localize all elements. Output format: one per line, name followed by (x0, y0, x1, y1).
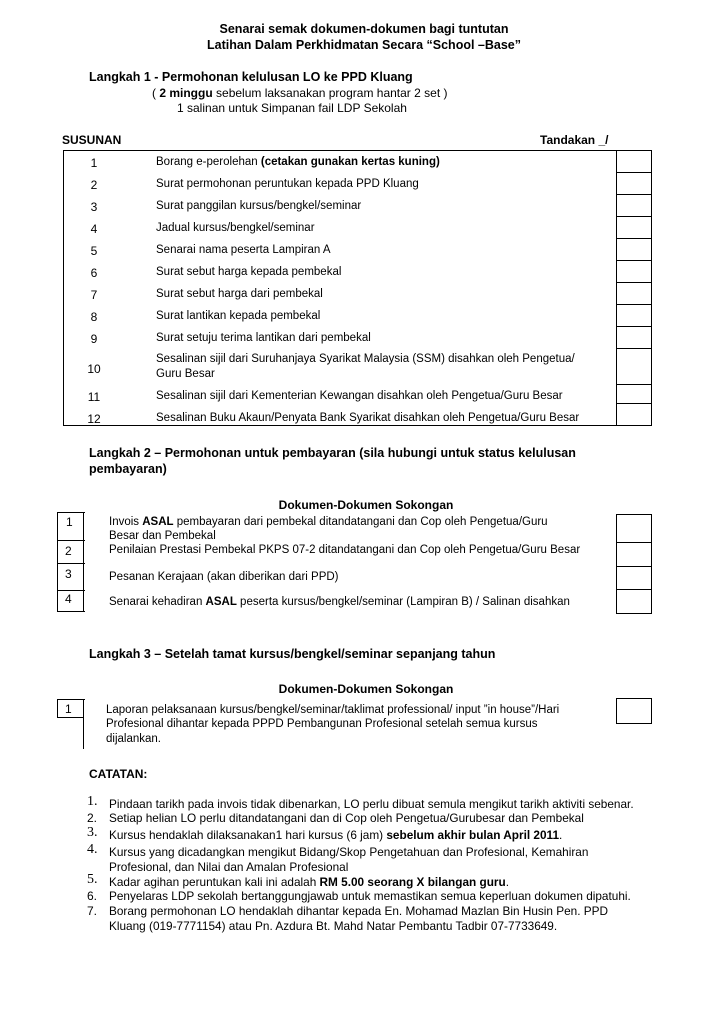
row-number: 9 (90, 332, 98, 346)
item1-bold: (cetakan gunakan kertas kuning) (260, 156, 440, 168)
tick-box[interactable] (616, 698, 652, 724)
tick-box[interactable] (616, 150, 652, 173)
t3-divider (83, 699, 84, 749)
n5-bold: RM 5.00 seorang X bilangan guru (319, 875, 506, 889)
tick-box[interactable] (616, 542, 652, 567)
row-number: 8 (90, 310, 98, 324)
note-text: Kluang (019-7771154) atau Pn. Azdura Bt. Mahd Natar Pembantu Tadbir 07-7733649. (109, 919, 558, 933)
tick-box[interactable] (616, 384, 652, 404)
row-number: 2 (65, 544, 72, 558)
langkah1-sub2: 1 salinan untuk Simpanan fail LDP Sekolah (177, 101, 407, 115)
row-text (109, 596, 570, 608)
row-number: 1 (66, 515, 73, 529)
row-number: 4 (65, 592, 72, 606)
row-number: 3 (90, 200, 98, 214)
note-number: 5. (87, 872, 98, 887)
note-text: Pindaan tarikh pada invois tidak dibenarkan, LO perlu dibuat semula mengikut tarikh aktiviti sebenar. (109, 797, 634, 811)
t3-rule (57, 717, 84, 718)
row-number: 1 (65, 702, 72, 716)
tick-box[interactable] (616, 260, 652, 283)
note-number: 1. (87, 794, 98, 809)
sub1-bold: 2 minggu (159, 86, 213, 100)
tick-box[interactable] (616, 172, 652, 195)
row-text: Sesalinan sijil dari Suruhanjaya Syarikat Malaysia (SSM) disahkan oleh Pengetua/ (156, 353, 575, 365)
susunan-label: SUSUNAN (62, 133, 122, 147)
t2-rule (57, 590, 85, 591)
tick-box[interactable] (616, 304, 652, 327)
note-text (109, 828, 562, 842)
langkah2-subheading: Dokumen-Dokumen Sokongan (278, 498, 454, 512)
note-number: 6. (87, 889, 98, 903)
t2-left-border (57, 512, 58, 612)
note-number: 7. (87, 904, 98, 918)
row-number: 12 (87, 412, 101, 426)
r1-bold: ASAL (142, 516, 174, 528)
n3-a: Kursus hendaklah dilaksanakan1 hari kursus (6 jam) (109, 828, 387, 842)
row-number: 11 (87, 390, 101, 404)
catatan-heading: CATATAN: (89, 767, 148, 781)
row-number: 3 (65, 567, 72, 581)
note-text: Penyelaras LDP sekolah bertanggungjawab untuk memastikan semua keperluan dokumen dipatuhi. (109, 889, 631, 903)
langkah3-heading: Langkah 3 – Setelah tamat kursus/bengkel/seminar sepanjang tahun (89, 647, 496, 661)
note-text: Kursus yang dicadangkan mengikut Bidang/Skop Pengetahuan dan Profesional, Kemahiran (109, 845, 589, 859)
note-text (109, 875, 509, 889)
t3-rule (57, 699, 85, 700)
row-number: 4 (90, 222, 98, 236)
langkah3-subheading: Dokumen-Dokumen Sokongan (278, 682, 454, 696)
doc-title-line1: Senarai semak dokumen-dokumen bagi tuntutan (219, 22, 509, 36)
row-number: 2 (90, 178, 98, 192)
row-text: Penilaian Prestasi Pembekal PKPS 07-2 ditandatangani dan Cop oleh Pengetua/Guru Besar (109, 544, 581, 556)
row-text: Surat sebut harga kepada pembekal (156, 266, 342, 278)
sub1-open: ( (152, 86, 160, 100)
t2-rule (57, 563, 85, 564)
t3-left-border (57, 699, 58, 718)
t2-divider (83, 512, 84, 612)
row-text: Surat lantikan kepada pembekal (156, 310, 321, 322)
note-number: 4. (87, 842, 98, 857)
tick-box[interactable] (616, 403, 652, 426)
row-text: Jadual kursus/bengkel/seminar (156, 222, 315, 234)
t2-rule (57, 512, 85, 513)
t1-rule (63, 150, 652, 151)
row-text: Pesanan Kerajaan (akan diberikan dari PPD) (109, 571, 339, 583)
tandakan-label: Tandakan _/ (540, 133, 609, 147)
r4-b: peserta kursus/bengkel/seminar (Lampiran B) / Salinan disahkan (236, 596, 570, 608)
row-text: Besar dan Pembekal (109, 530, 216, 542)
tick-box[interactable] (616, 216, 652, 239)
tick-box[interactable] (616, 348, 652, 385)
row-text: Surat setuju terima lantikan dari pembekal (156, 332, 371, 344)
t1-rule (63, 425, 652, 426)
row-text: Guru Besar (156, 368, 215, 380)
tick-box[interactable] (616, 326, 652, 349)
r1-a: Invois (109, 516, 143, 528)
item1-text: Borang e-perolehan (156, 156, 261, 168)
row-text: Surat panggilan kursus/bengkel/seminar (156, 200, 362, 212)
tick-box[interactable] (616, 194, 652, 217)
r4-bold: ASAL (205, 596, 237, 608)
row-number: 7 (90, 288, 98, 302)
row-text: Surat permohonan peruntukan kepada PPD Kluang (156, 178, 419, 190)
doc-title-line2: Latihan Dalam Perkhidmatan Secara “School –Base” (206, 38, 521, 52)
note-text: Profesional, dan Nilai dan Amalan Profesional (109, 860, 349, 874)
row-text: Senarai nama peserta Lampiran A (156, 244, 331, 256)
note-number: 2. (87, 811, 98, 825)
row-text: Surat sebut harga dari pembekal (156, 288, 323, 300)
row-text (156, 156, 440, 168)
tick-box[interactable] (616, 282, 652, 305)
row-text: Laporan pelaksanaan kursus/bengkel/seminar/taklimat professional/ input ”in house”/Hari (106, 704, 560, 716)
row-text: Sesalinan sijil dari Kementerian Kewangan disahkan oleh Pengetua/Guru Besar (156, 390, 563, 402)
row-text: Profesional dihantar kepada PPPD Pembangunan Profesional setelah semua kursus (106, 718, 538, 730)
row-number: 1 (90, 156, 98, 170)
r1-b: pembayaran dari pembekal ditandatangani dan Cop oleh Pengetua/Guru (173, 516, 548, 528)
langkah1-heading: Langkah 1 - Permohonan kelulusan LO ke PPD Kluang (89, 70, 413, 84)
n5-b: . (505, 875, 509, 889)
note-number: 3. (87, 825, 98, 840)
row-number: 10 (87, 362, 101, 376)
row-text: dijalankan. (106, 733, 161, 745)
t2-rule (57, 611, 85, 612)
tick-box[interactable] (616, 514, 652, 543)
row-number: 6 (90, 266, 98, 280)
n3-bold: sebelum akhir bulan April 2011 (386, 828, 560, 842)
langkah2-heading-line1: Langkah 2 – Permohonan untuk pembayaran (sila hubungi untuk status kelulusan (89, 446, 576, 460)
sub1-rest: sebelum laksanakan program hantar 2 set ) (212, 86, 448, 100)
tick-box[interactable] (616, 589, 652, 614)
langkah2-heading-line2: pembayaran) (89, 462, 167, 476)
r4-a: Senarai kehadiran (109, 596, 206, 608)
note-text: Borang permohonan LO hendaklah dihantar kepada En. Mohamad Mazlan Bin Husin Pen. PPD (109, 904, 609, 918)
row-text (109, 516, 548, 528)
t2-rule (57, 540, 85, 541)
n3-b: . (559, 828, 563, 842)
row-number: 5 (90, 244, 98, 258)
tick-box[interactable] (616, 238, 652, 261)
langkah1-sub1 (152, 86, 447, 100)
row-text: Sesalinan Buku Akaun/Penyata Bank Syarikat disahkan oleh Pengetua/Guru Besar (156, 412, 580, 424)
note-text: Setiap helian LO perlu ditandatangani dan di Cop oleh Pengetua/Gurubesar dan Pembekal (109, 811, 584, 825)
tick-box[interactable] (616, 566, 652, 590)
n5-a: Kadar agihan peruntukan kali ini adalah (109, 875, 320, 889)
